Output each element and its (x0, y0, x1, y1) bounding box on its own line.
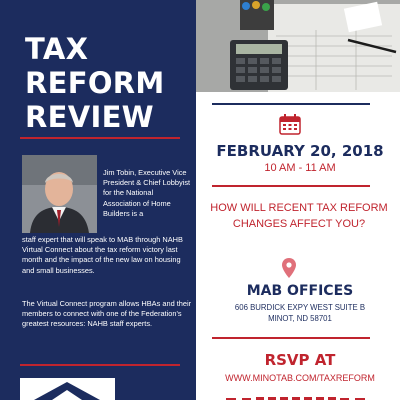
title-line-3: REVIEW (25, 100, 154, 134)
event-question: HOW WILL RECENT TAX REFORM CHANGES AFFECT YOU? (210, 202, 388, 230)
divider-under-time (212, 185, 370, 187)
venue-address-line1: 606 BURDICK EXPY WEST SUITE B (234, 303, 366, 312)
header-photo (196, 0, 400, 92)
location-pin-icon (282, 258, 296, 278)
speaker-bio-body: staff expert that will speak to MAB through NAHB Virtual Connect about the tax reform victory last month and the impact of the new law on housing and small businesses. (22, 235, 183, 275)
venue-address-line2: MINOT, ND 58701 (268, 314, 332, 323)
cut-off-text-decoration (226, 391, 366, 400)
divider-top-left (20, 137, 180, 139)
divider-under-photo (212, 103, 370, 105)
logo (20, 378, 115, 400)
event-title (25, 32, 190, 134)
virtual-connect-text: The Virtual Connect program allows HBAs and their members to connect with one of the Federation's greatest resources: NAHB staff experts. (22, 299, 192, 329)
speaker-photo (22, 155, 97, 233)
event-time: 10 AM - 11 AM (264, 162, 336, 174)
title-line-2: REFORM (25, 66, 165, 100)
event-date: FEBRUARY 20, 2018 (216, 142, 384, 160)
speaker-bio-intro: Jim Tobin, Executive Vice President & Chief Lobbyist for the National Association of Home Builders is a (103, 168, 191, 218)
rsvp-heading: RSVP AT (264, 351, 336, 369)
venue-name: MAB OFFICES (246, 283, 354, 299)
divider-bottom-left (20, 364, 180, 366)
calendar-icon (279, 114, 301, 135)
title-line-1: TAX (25, 32, 89, 66)
rsvp-link[interactable]: WWW.MINOTAB.COM/TAXREFORM (225, 373, 375, 383)
divider-above-rsvp (212, 337, 370, 339)
